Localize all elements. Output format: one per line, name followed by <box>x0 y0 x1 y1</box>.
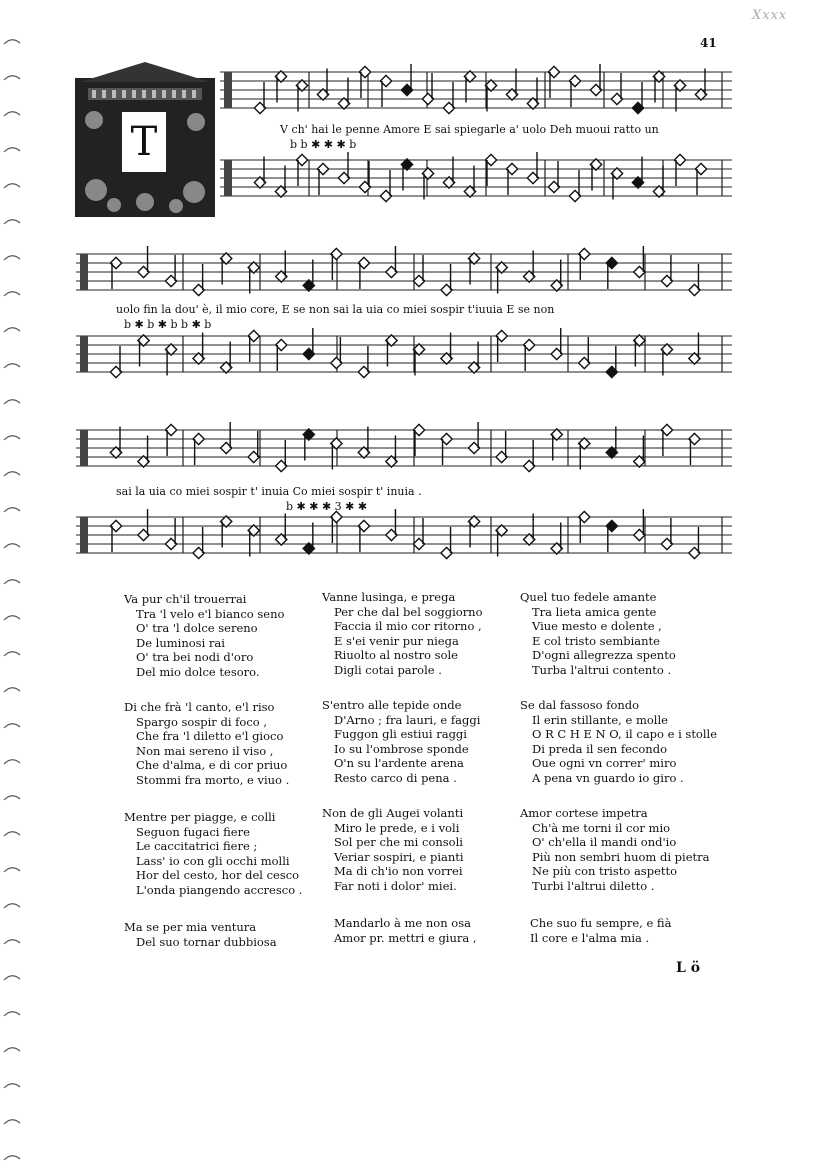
verse-line: Tra lieta amica gente <box>532 604 657 619</box>
verse-line: Ma di ch'io non vorrei <box>334 864 463 879</box>
verse-line: Hor del cesto, hor del cesco <box>136 868 300 883</box>
verse-line: Quel tuo fedele amante <box>520 590 657 604</box>
stanza <box>530 916 671 945</box>
verse-line: Del suo tornar dubbiosa <box>136 934 277 949</box>
clef-icon <box>80 430 88 466</box>
verse-line: Lass' io con gli occhi molli <box>136 853 290 868</box>
verse-line: Più non sembri huom di pietra <box>532 849 710 864</box>
binding-hole <box>4 1084 20 1088</box>
corner-mark: Xxxx <box>752 8 788 23</box>
verse-line: Faccia il mio cor ritorno , <box>334 619 482 634</box>
lyric-line: uolo fin la dou' è, il mio core, E se non sai la uia co miei sospir t'iuuia E se non <box>116 303 555 316</box>
verse-line: E col tristo sembiante <box>532 633 660 648</box>
verse-line: E s'ei venir pur niega <box>334 633 459 648</box>
verse-line: Non mai sereno il viso , <box>136 743 274 758</box>
binding-hole <box>4 796 20 800</box>
stanza <box>124 592 284 680</box>
initial-letter: T <box>122 112 166 172</box>
stanza <box>124 810 302 898</box>
verse-line: Del mio dolce tesoro. <box>136 664 260 679</box>
page-number: 41 <box>700 36 717 50</box>
verse-line: Le caccitatrici fiere ; <box>136 839 258 854</box>
binding-hole <box>4 724 20 728</box>
verse-line: Seguon fugaci fiere <box>136 824 250 839</box>
binding-hole <box>4 1156 20 1160</box>
verse-line: Amor cortese impetra <box>520 806 648 820</box>
verse-line: Viue mesto e dolente , <box>532 619 662 634</box>
binding-hole <box>4 832 20 836</box>
verse-line: Non de gli Augei volanti <box>322 806 464 820</box>
stanza <box>520 590 676 678</box>
verse-line: Resto carco di pena . <box>334 770 457 785</box>
stanza <box>124 920 277 949</box>
lyric-line: sai la uia co miei sospir t' inuia Co miei sospir t' inuia . <box>116 485 422 498</box>
verse-line: Io su l'ombrose sponde <box>334 741 469 756</box>
verse-line: Mandarlo à me non osa <box>334 916 471 930</box>
binding-hole <box>4 688 20 692</box>
binding-hole <box>4 1048 20 1052</box>
verse-line: Far noti i dolor' miei. <box>334 878 457 893</box>
verse-line: Di che frà 'l canto, e'l riso <box>124 700 275 714</box>
verse-line: Riuolto al nostro sole <box>334 648 458 663</box>
accidental-line: b ✱ b ✱ b b ✱ b <box>124 318 212 331</box>
verse-line: Digli cotai parole . <box>334 662 442 677</box>
verse-line: Veriar sospiri, e pianti <box>334 849 464 864</box>
verse-line: Oue ogni vn correr' miro <box>532 756 677 771</box>
verse-line: D'ogni allegrezza spento <box>532 648 676 663</box>
clef-icon <box>80 517 88 553</box>
verse-line: Turba l'altrui contento . <box>532 662 672 677</box>
clef-icon <box>224 160 232 196</box>
verse-line: Turbi l'altrui diletto . <box>532 878 655 893</box>
verse-line: Vanne lusinga, e prega <box>322 590 456 604</box>
clef-icon <box>80 254 88 290</box>
signature-mark: L ö <box>676 960 701 976</box>
binding-hole <box>4 616 20 620</box>
binding-hole <box>4 940 20 944</box>
verse-line: Fuggon gli estiui raggi <box>334 727 467 742</box>
verse-line: Ne più con tristo aspetto <box>532 864 678 879</box>
verse-line: Che fra 'l diletto e'l gioco <box>136 729 284 744</box>
verse-line: O' ch'ella il mandi ond'io <box>532 835 677 850</box>
verse-line: O R C H E N O, il capo e i stolle <box>532 727 718 742</box>
stanza <box>124 700 289 788</box>
binding-hole <box>4 976 20 980</box>
clef-icon <box>80 336 88 372</box>
verse-line: Va pur ch'il trouerrai <box>124 592 247 606</box>
stanza <box>322 590 483 678</box>
verse-line: O'n su l'ardente arena <box>334 756 464 771</box>
verse-line: Che d'alma, e di cor priuo <box>136 758 288 773</box>
verse-line: Spargo sospir di foco , <box>136 714 268 729</box>
verse-line: Ch'à me torni il cor mio <box>532 820 671 835</box>
verse-line: Amor pr. mettri e giura , <box>334 930 477 945</box>
verse-line: Che suo fu sempre, e fià <box>530 916 672 930</box>
binding-hole <box>4 868 20 872</box>
verse-line: Miro le prede, e i voli <box>334 820 460 835</box>
verse-line: Se dal fassoso fondo <box>520 698 640 712</box>
binding-hole <box>4 652 20 656</box>
verse-line: Per che dal bel soggiorno <box>334 604 483 619</box>
stanza <box>322 806 464 894</box>
verse-line: L'onda piangendo accresco . <box>136 882 303 897</box>
binding-hole <box>4 1120 20 1124</box>
verse-line: O' tra bei nodi d'oro <box>136 650 254 665</box>
clef-icon <box>224 72 232 108</box>
lyric-line: V ch' hai le penne Amore E sai spiegarle a' uolo Deh muoui ratto un <box>280 123 659 136</box>
verse-line: O' tra 'l dolce sereno <box>136 621 258 636</box>
verse-line: De luminosi rai <box>136 635 225 650</box>
verse-line: Stommi fra morto, e viuo . <box>136 772 290 787</box>
stanza <box>520 806 710 894</box>
verse-line: Tra 'l velo e'l bianco seno <box>136 606 285 621</box>
verse-line: Il core e l'alma mia . <box>530 930 650 945</box>
verse-line: D'Arno ; fra lauri, e faggi <box>334 712 481 727</box>
verse-line: Ma se per mia ventura <box>124 920 257 934</box>
verse-line: Di preda il sen fecondo <box>532 741 667 756</box>
accidental-line: b b ✱ ✱ ✱ b <box>290 138 357 151</box>
verse-line: A pena vn guardo io giro . <box>532 770 684 785</box>
binding-hole <box>4 760 20 764</box>
accidental-line: b ✱ ✱ ✱ 3 ✱ ✱ <box>286 500 368 513</box>
binding-hole <box>4 904 20 908</box>
binding-hole <box>4 1012 20 1016</box>
verse-line: Il erin stillante, e molle <box>532 712 668 727</box>
verse-line: S'entro alle tepide onde <box>322 698 462 712</box>
stanza <box>520 698 717 786</box>
stanza <box>322 698 480 786</box>
stanza <box>322 916 477 945</box>
verse-line: Mentre per piagge, e colli <box>124 810 276 824</box>
verse-line: Sol per che mi consoli <box>334 835 463 850</box>
